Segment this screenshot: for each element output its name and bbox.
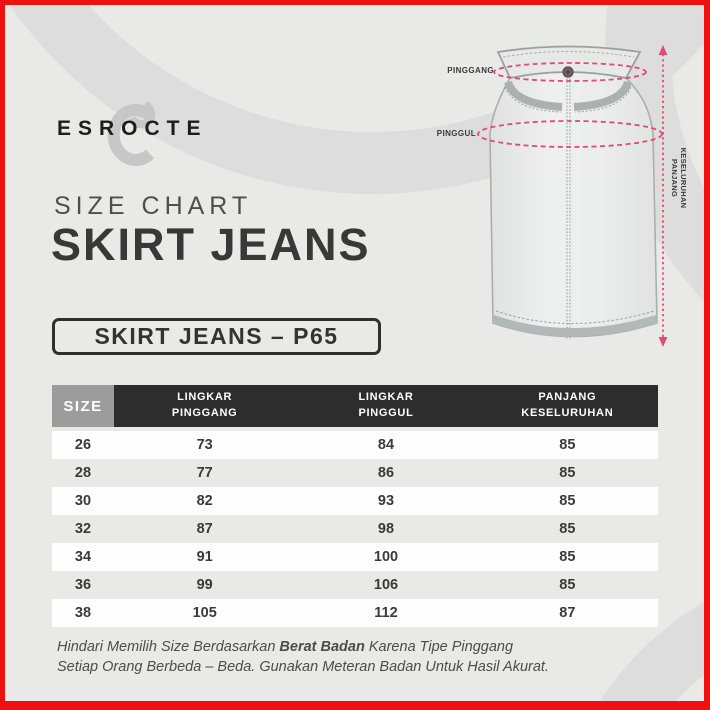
cell-panjang-keseluruhan: 85: [559, 521, 576, 537]
column-header-lingkar-pinggang: [114, 385, 295, 431]
note-text: Hindari Memilih Size Berdasarkan: [57, 639, 280, 655]
cell-lingkar-pinggang: 82: [114, 487, 295, 515]
measure-arrow-up-icon: [659, 45, 668, 55]
product-label-box: [52, 318, 381, 355]
label-panjang-line2: KESELURUHAN: [679, 147, 688, 209]
column-header-lingkar-pinggul: [295, 385, 476, 431]
cell-lingkar-pinggul: 106: [373, 577, 399, 593]
label-pinggang: PINGGANG: [447, 66, 494, 75]
cell-panjang-keseluruhan: 87: [477, 599, 658, 627]
table-row: [52, 431, 658, 459]
size-table: [52, 385, 658, 627]
column-header-size: SIZE: [52, 385, 114, 431]
header-line: PANJANG: [538, 391, 597, 404]
cell-size: 38: [52, 599, 114, 627]
table-row: [52, 515, 658, 543]
cell-lingkar-pinggang: 73: [114, 431, 295, 459]
page-title: SKIRT JEANS: [51, 219, 371, 270]
cell-size: 36: [74, 577, 92, 593]
header-line: LINGKAR: [358, 391, 414, 404]
footer-note: [57, 637, 597, 678]
cell-lingkar-pinggul: 84: [295, 431, 476, 459]
brand-name: ESROCTE: [57, 117, 208, 140]
cell-size: 32: [74, 521, 92, 537]
size-chart-subtitle: SIZE CHART: [54, 192, 253, 220]
cell-lingkar-pinggang: 99: [196, 577, 213, 593]
note-text: Setiap Orang Berbeda – Beda. Gunakan Meteran Badan Untuk Hasil Akurat.: [57, 659, 549, 676]
table-row: [52, 459, 658, 487]
note-text: Karena Tipe Pinggang: [364, 639, 514, 655]
cell-lingkar-pinggul: 112: [295, 599, 476, 627]
cell-size: 34: [52, 543, 114, 571]
cell-lingkar-pinggul: 100: [295, 543, 476, 571]
cell-lingkar-pinggul: 86: [377, 465, 395, 481]
cell-panjang-keseluruhan: 85: [477, 431, 658, 459]
cell-panjang-keseluruhan: 85: [559, 465, 576, 481]
cell-lingkar-pinggang: 91: [114, 543, 295, 571]
table-row: [52, 599, 658, 627]
cell-lingkar-pinggul: 98: [377, 521, 395, 537]
product-label: SKIRT JEANS – P65: [94, 323, 339, 349]
cell-size: 30: [52, 487, 114, 515]
measure-arrow-down-icon: [659, 337, 668, 347]
skirt-illustration: [420, 26, 710, 378]
cell-lingkar-pinggang: 87: [196, 521, 213, 537]
skirt-body: [490, 47, 657, 340]
header-line: LINGKAR: [177, 391, 233, 404]
table-row: [52, 543, 658, 571]
label-pinggul: PINGGUL: [436, 129, 476, 138]
table-row: [52, 487, 658, 515]
cell-panjang-keseluruhan: 85: [477, 543, 658, 571]
header-line: PINGGUL: [358, 407, 414, 419]
label-panjang-line1: PANJANG: [670, 158, 679, 198]
note-bold-text: Berat Badan: [279, 639, 365, 655]
table-row: [52, 571, 658, 599]
cell-size: 26: [52, 431, 114, 459]
cell-panjang-keseluruhan: 85: [559, 577, 576, 593]
cell-lingkar-pinggang: 77: [196, 465, 213, 481]
column-header-panjang-keseluruhan: [477, 385, 658, 431]
header-line: KESELURUHAN: [521, 407, 614, 419]
header-line: PINGGANG: [171, 407, 238, 419]
cell-lingkar-pinggul: 93: [295, 487, 476, 515]
table-header-row: [52, 385, 658, 431]
cell-size: 28: [74, 465, 92, 481]
cell-lingkar-pinggang: 105: [114, 599, 295, 627]
cell-panjang-keseluruhan: 85: [477, 487, 658, 515]
